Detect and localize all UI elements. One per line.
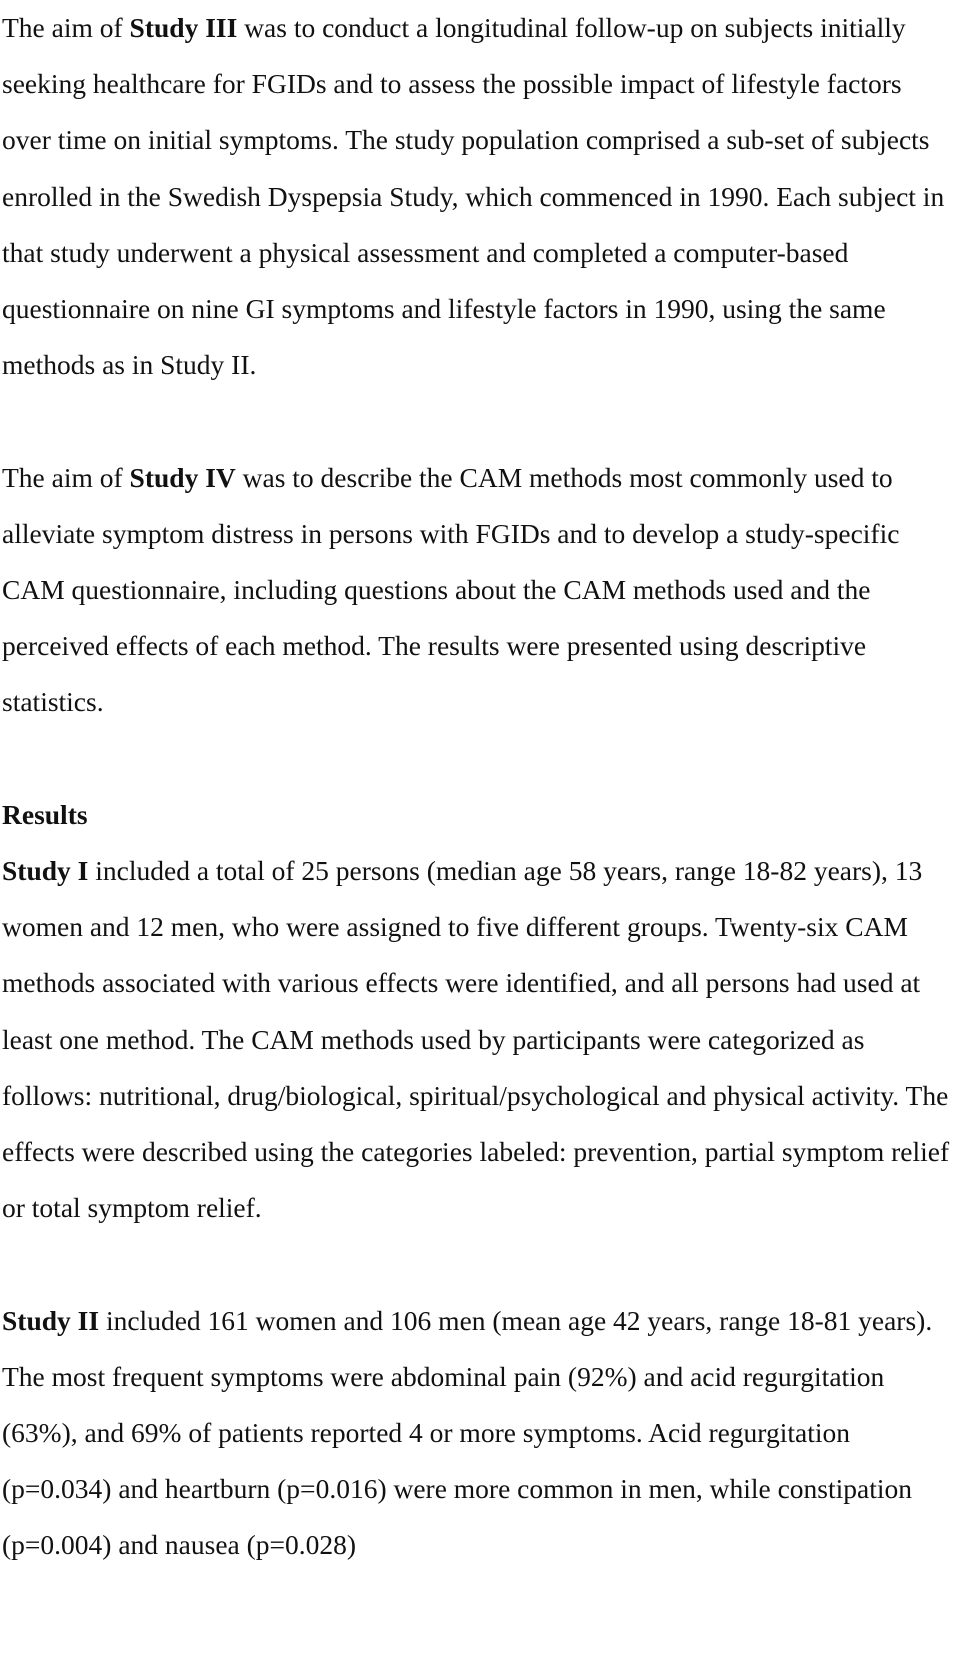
study-iv-paragraph [2, 450, 957, 731]
study-ii-body: included 161 women and 106 men (mean age 42 years, range 18-81 years). The most frequent symptoms were abdominal pain (92%) and acid regurgitation (63%), and 69% of patients reported 4 or more symptoms. Acid regurgitation (p=0.034) and heartburn (p=0.016) were more common in men, while constipation (p=0.004) and nausea (p=0.028) [2, 1304, 933, 1561]
study-iv-lead: The aim of [2, 461, 130, 493]
study-iii-body: was to conduct a longitudinal follow-up on subjects initially seeking healthcare for FGIDs and to assess the possible impact of lifestyle factors over time on initial symptoms. The study population comprised a sub-set of subjects enrolled in the Swedish Dyspepsia Study, which commenced in 1990. Each subject in that study underwent a physical assessment and completed a computer-based questionnaire on nine GI symptoms and lifestyle factors in 1990, using the same methods as in Study II. [2, 12, 945, 381]
study-iii-paragraph [2, 0, 957, 393]
study-ii-label: Study II [2, 1304, 100, 1336]
study-ii-results-paragraph [2, 1293, 957, 1574]
study-i-results-paragraph [2, 843, 957, 1236]
paragraph-gap [2, 393, 957, 449]
study-iv-label: Study IV [129, 461, 236, 493]
study-iii-lead: The aim of [2, 12, 130, 43]
study-iii-label: Study III [129, 12, 238, 43]
study-i-body: included a total of 25 persons (median age 58 years, range 18-82 years), 13 women and 12 men, who were assigned to five different groups. Twenty-six CAM methods associated with various effects were identified, and all persons had used at least one method. The CAM methods used by participants were categorized as follows: nutritional, drug/biological, spiritual/psychological and physical activity. The effects were described using the categories labeled: prevention, partial symptom relief or total symptom relief. [2, 855, 950, 1224]
study-i-label: Study I [2, 855, 89, 887]
study-iv-body: was to describe the CAM methods most commonly used to alleviate symptom distress in persons with FGIDs and to develop a study-specific CAM questionnaire, including questions about the CAM methods used and the perceived effects of each method. The results were presented using descriptive statistics. [2, 461, 900, 718]
results-heading: Results [2, 798, 88, 830]
paragraph-gap [2, 731, 957, 787]
paragraph-gap [2, 1236, 957, 1292]
document-page [2, 0, 957, 1574]
